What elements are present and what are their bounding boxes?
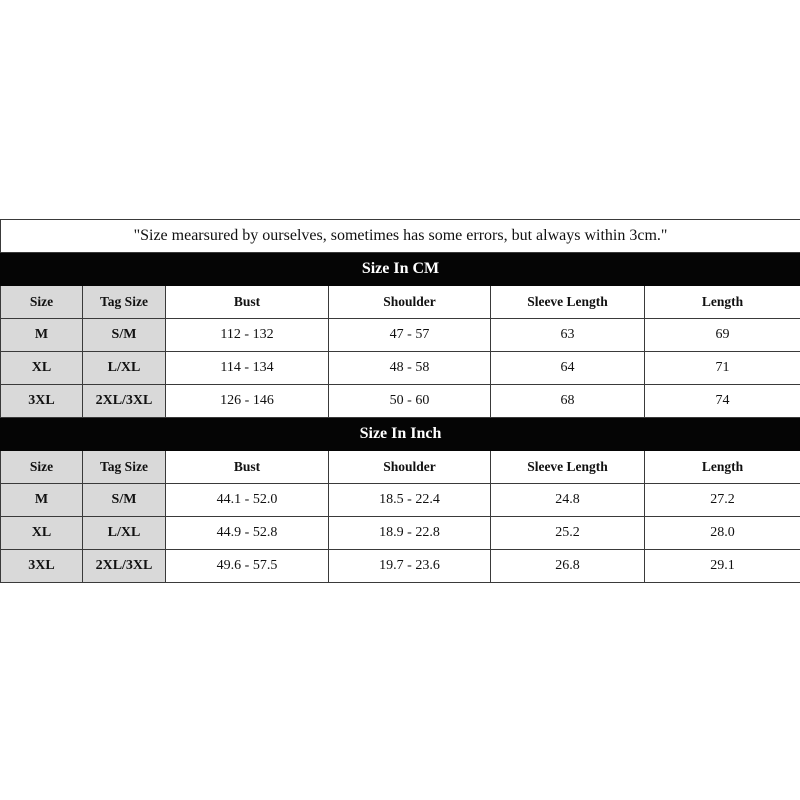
table-cell: 126 - 146 (166, 385, 329, 418)
table-cell: 71 (645, 352, 800, 385)
table-cell: 2XL/3XL (83, 550, 166, 583)
column-header: Sleeve Length (491, 451, 645, 484)
table-cell: 64 (491, 352, 645, 385)
table-cell: 28.0 (645, 517, 800, 550)
table-cell: L/XL (83, 352, 166, 385)
table-cell: L/XL (83, 517, 166, 550)
column-header: Length (645, 451, 800, 484)
table-cell: 18.9 - 22.8 (329, 517, 491, 550)
table-cell: 63 (491, 319, 645, 352)
column-header: Bust (166, 451, 329, 484)
table-cell: 68 (491, 385, 645, 418)
column-header: Size (1, 451, 83, 484)
table-cell: M (1, 319, 83, 352)
table-cell: 26.8 (491, 550, 645, 583)
section-title: Size In Inch (1, 418, 800, 451)
table-cell: 3XL (1, 385, 83, 418)
table-row (1, 352, 800, 385)
table-cell: S/M (83, 484, 166, 517)
table-cell: 74 (645, 385, 800, 418)
table-cell: 3XL (1, 550, 83, 583)
column-header: Sleeve Length (491, 286, 645, 319)
table-row (1, 550, 800, 583)
measurement-note: "Size mearsured by ourselves, sometimes has some errors, but always within 3cm." (1, 220, 800, 253)
column-header-row (1, 451, 800, 484)
table-cell: 69 (645, 319, 800, 352)
column-header: Tag Size (83, 451, 166, 484)
table-cell: 24.8 (491, 484, 645, 517)
table-cell: 19.7 - 23.6 (329, 550, 491, 583)
column-header-row (1, 286, 800, 319)
table-cell: XL (1, 352, 83, 385)
column-header: Bust (166, 286, 329, 319)
column-header: Size (1, 286, 83, 319)
table-cell: 2XL/3XL (83, 385, 166, 418)
table-cell: 47 - 57 (329, 319, 491, 352)
size-chart (0, 219, 800, 583)
table-cell: 50 - 60 (329, 385, 491, 418)
table-row (1, 517, 800, 550)
column-header: Shoulder (329, 451, 491, 484)
section-title: Size In CM (1, 253, 800, 286)
table-cell: XL (1, 517, 83, 550)
table-cell: 48 - 58 (329, 352, 491, 385)
table-cell: 112 - 132 (166, 319, 329, 352)
note-row (1, 220, 800, 253)
table-cell: 18.5 - 22.4 (329, 484, 491, 517)
section-title-row (1, 418, 800, 451)
table-cell: 44.1 - 52.0 (166, 484, 329, 517)
size-table (0, 219, 800, 583)
table-cell: 29.1 (645, 550, 800, 583)
column-header: Shoulder (329, 286, 491, 319)
column-header: Length (645, 286, 800, 319)
table-cell: S/M (83, 319, 166, 352)
table-row (1, 484, 800, 517)
table-row (1, 319, 800, 352)
table-cell: 49.6 - 57.5 (166, 550, 329, 583)
table-cell: 114 - 134 (166, 352, 329, 385)
table-row (1, 385, 800, 418)
table-cell: 27.2 (645, 484, 800, 517)
column-header: Tag Size (83, 286, 166, 319)
table-cell: 25.2 (491, 517, 645, 550)
table-cell: M (1, 484, 83, 517)
section-title-row (1, 253, 800, 286)
table-cell: 44.9 - 52.8 (166, 517, 329, 550)
